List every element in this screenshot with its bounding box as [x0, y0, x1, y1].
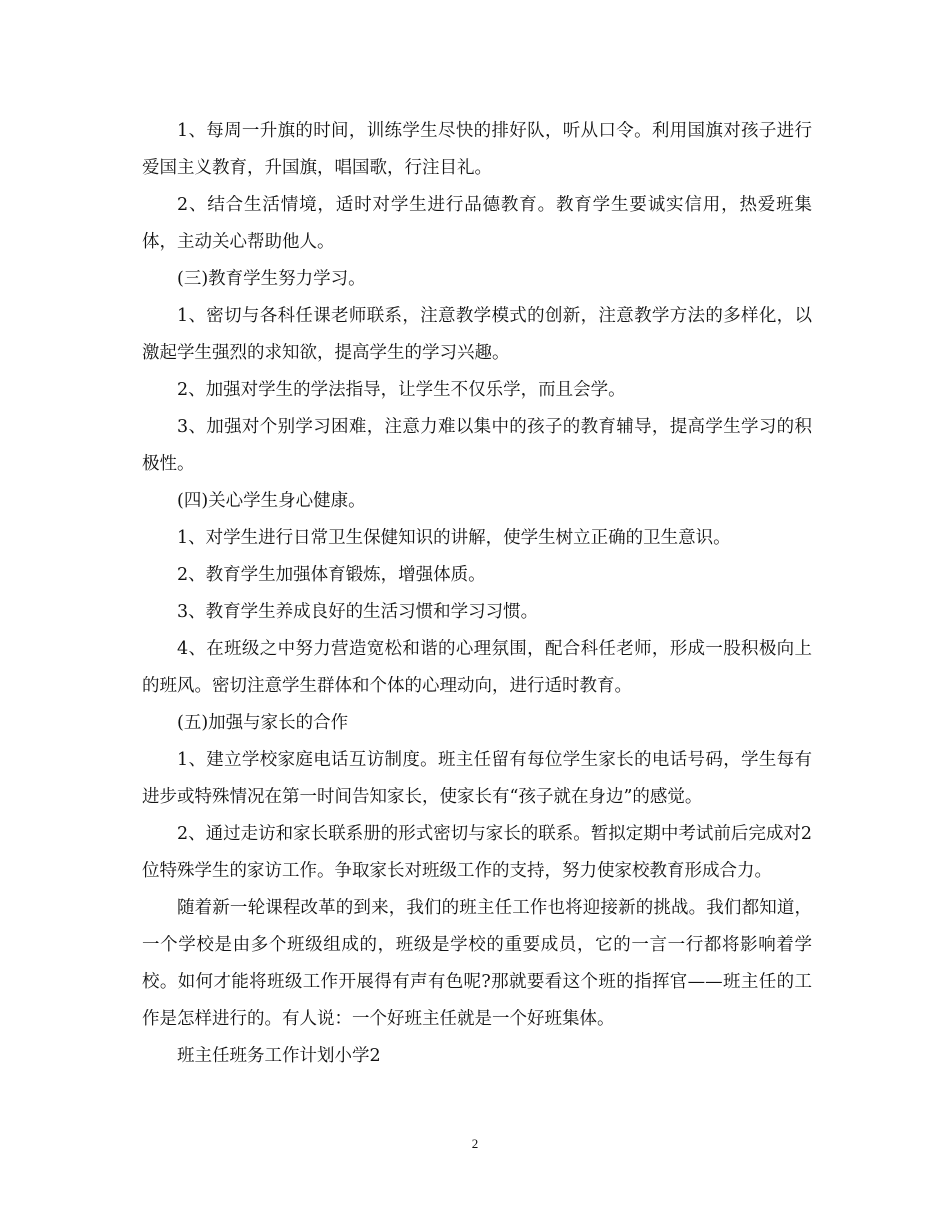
paragraph-phone-visits: 1、建立学校家庭电话互访制度。班主任留有每位学生家长的电话号码，学生每有进步或特殊情况在第一时间告知家长，使家长有“孩子就在身边”的感觉。: [142, 750, 812, 807]
paragraph-moral-education: 2、结合生活情境，适时对学生进行品德教育。教育学生要诚实信用，热爱班集体，主动关心帮助他人。: [142, 195, 812, 252]
paragraph-flag-raising: 1、每周一升旗的时间，训练学生尽快的排好队，听从口令。利用国旗对孩子进行爱国主义教育，升国旗，唱国歌，行注目礼。: [142, 121, 812, 178]
paragraph-teacher-contact: 1、密切与各科任课老师联系，注意教学模式的创新，注意教学方法的多样化，以激起学生强烈的求知欲，提高学生的学习兴趣。: [142, 306, 812, 363]
paragraph-habits: 3、教育学生养成良好的生活习惯和学习习惯。: [177, 602, 539, 622]
paragraph-hygiene: 1、对学生进行日常卫生保健知识的讲解，使学生树立正确的卫生意识。: [177, 528, 731, 548]
paragraph-curriculum-reform: 随着新一轮课程改革的到来，我们的班主任工作也将迎接新的挑战。我们都知道，一个学校是由多个班级组成的，班级是学校的重要成员，它的一言一行都将影响着学校。如何才能将班级工作开展得有声有色呢?那就要看这个班的指挥官——班主任的工作是怎样进行的。有人说：一个好班主任就是一个好班集体。: [142, 898, 812, 1029]
paragraph-class-atmosphere: 4、在班级之中努力营造宽松和谐的心理氛围，配合科任老师，形成一股积极向上的班风。密切注意学生群体和个体的心理动向，进行适时教育。: [142, 639, 812, 696]
document-body: [142, 113, 812, 1075]
paragraph-individual-tutoring: 3、加强对个别学习困难，注意力难以集中的孩子的教育辅导，提高学生学习的积极性。: [142, 417, 812, 474]
paragraph-exercise: 2、教育学生加强体育锻炼，增强体质。: [177, 565, 486, 585]
paragraph-study-method: 2、加强对学生的学法指导，让学生不仅乐学，而且会学。: [177, 380, 626, 400]
page-number: 2: [471, 1136, 479, 1151]
section-title-plan-2: 班主任班务工作计划小学2: [177, 1046, 381, 1066]
section-heading-parents: (五)加强与家长的合作: [177, 713, 349, 733]
section-heading-study: (三)教育学生努力学习。: [177, 269, 366, 289]
section-heading-health: (四)关心学生身心健康。: [177, 491, 366, 511]
paragraph-home-visits: 2、通过走访和家长联系册的形式密切与家长的联系。暂拟定期中考试前后完成对2位特殊学生的家访工作。争取家长对班级工作的支持，努力使家校教育形成合力。: [142, 824, 812, 881]
